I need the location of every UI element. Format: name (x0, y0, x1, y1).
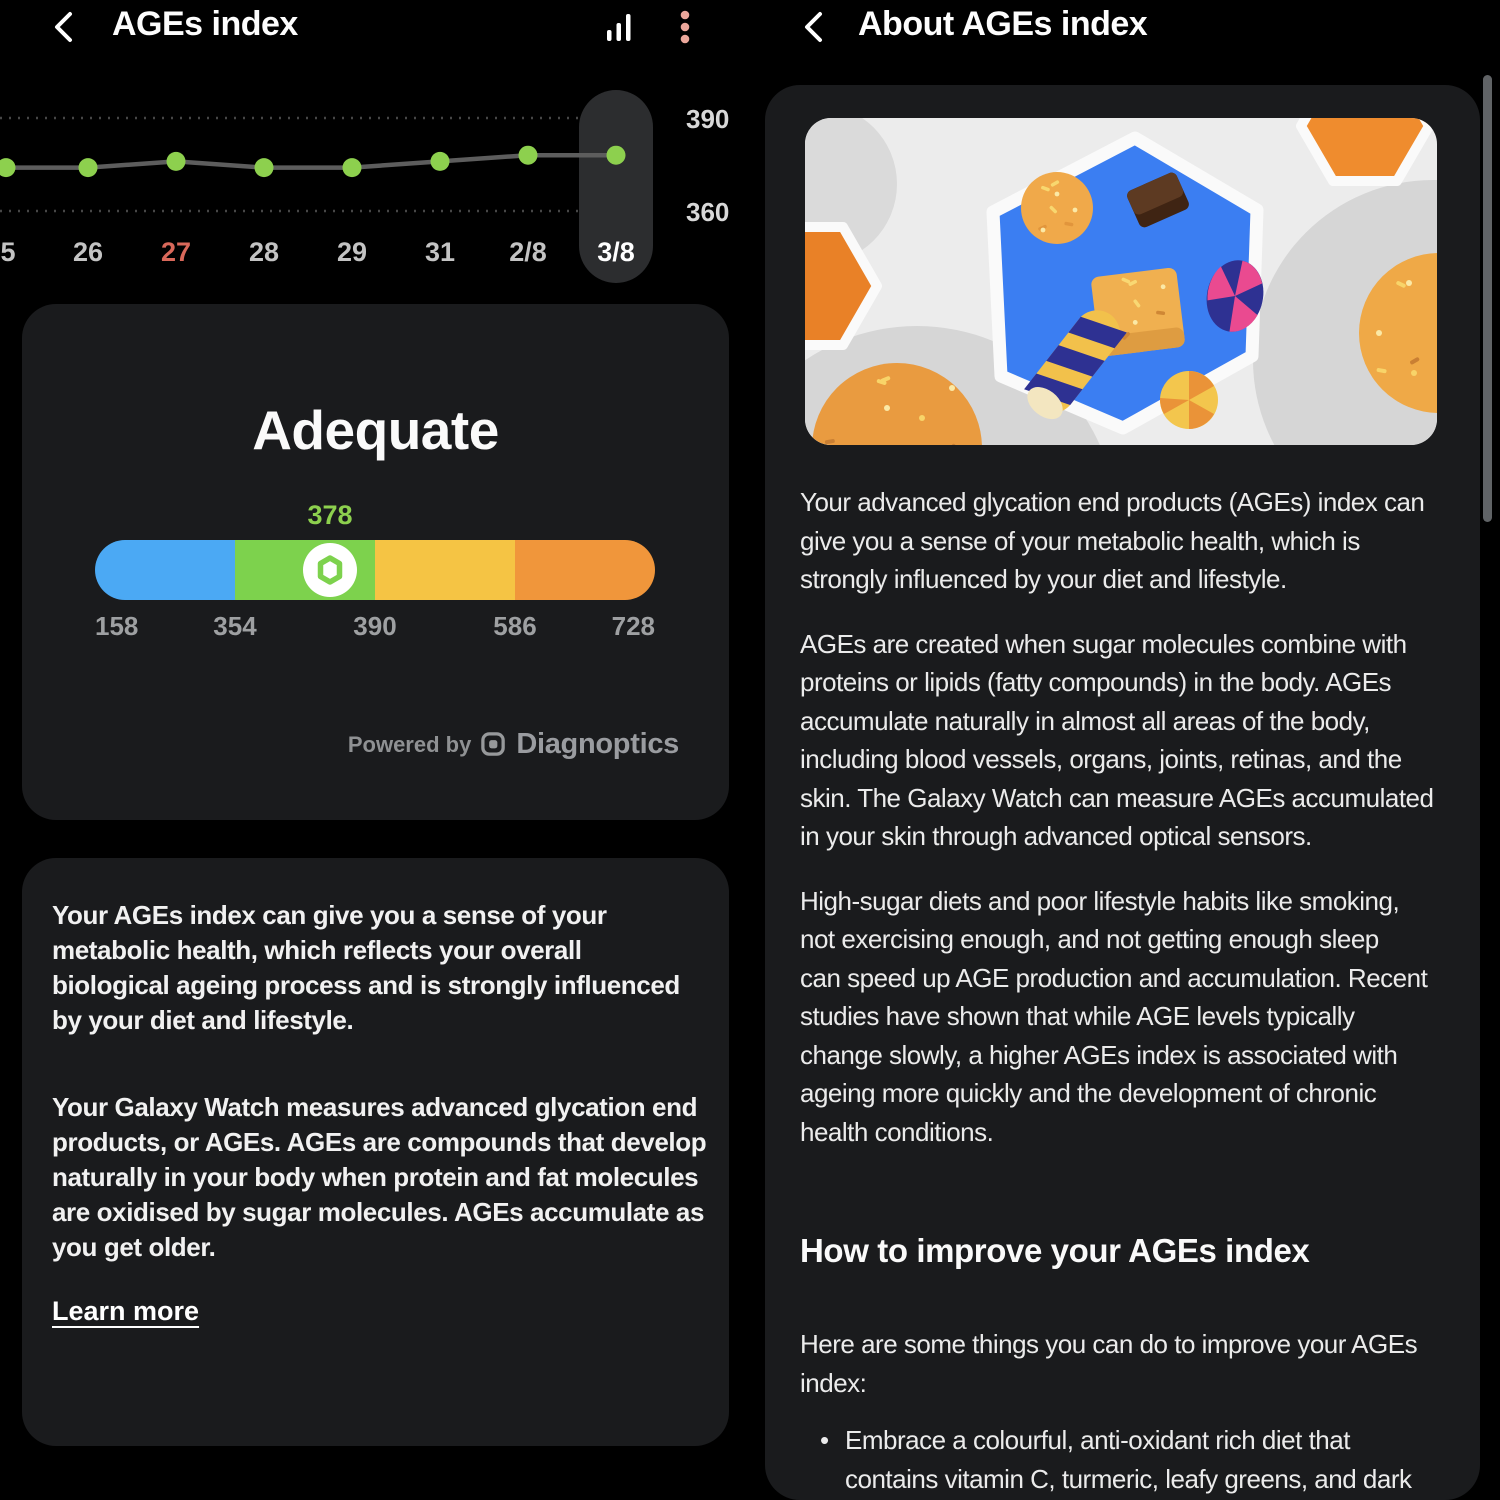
text-line: including blood vessels, organs, joints, retinas, and the (800, 744, 1402, 774)
text-line: are oxidised by sugar molecules. AGEs accumulate as (52, 1197, 705, 1227)
text-line: in your skin through advanced optical sensors. (800, 821, 1312, 851)
powered-by (348, 728, 679, 761)
svg-text:27: 27 (160, 237, 192, 267)
text-line: Your advanced glycation end products (AGEs) index can (800, 487, 1425, 517)
svg-text:26: 26 (72, 237, 104, 267)
gauge-scale-label: 354 (213, 611, 257, 641)
status-label: Adequate (252, 399, 499, 461)
intro-paragraph (800, 1325, 1465, 1402)
learn-more-link[interactable]: Learn more (52, 1296, 200, 1326)
bar-chart-icon[interactable] (598, 6, 640, 48)
summary-card (22, 304, 729, 820)
text-line: Your Galaxy Watch measures advanced glycation end (52, 1092, 698, 1122)
text-line: strongly influenced by your diet and lifestyle. (800, 564, 1287, 594)
info-paragraph (52, 898, 705, 1038)
gauge-segment (515, 540, 655, 600)
page-title: About AGEs index (858, 5, 1148, 43)
gauge-segment (375, 540, 515, 600)
text-line: you get older. (52, 1232, 216, 1262)
info-paragraph (52, 1090, 705, 1265)
about-card (765, 85, 1480, 1500)
scrollbar[interactable] (1483, 75, 1492, 522)
svg-text:2/8: 2/8 (509, 237, 547, 267)
text-line: health conditions. (800, 1116, 994, 1147)
text-line: by your diet and lifestyle. (52, 1005, 354, 1035)
ages-foods-illustration (805, 118, 1437, 445)
svg-text:5: 5 (0, 237, 16, 267)
text-line: studies have shown that while AGE levels typically (800, 1001, 1355, 1031)
about-paragraph (800, 625, 1465, 856)
text-line: biological ageing process and is strongly influenced (52, 970, 680, 1000)
current-value: 378 (307, 500, 353, 530)
text-line: High-sugar diets and poor lifestyle habits like smoking, (800, 885, 1400, 916)
text-line: not exercising enough, and not getting enough sleep (800, 924, 1379, 954)
svg-text:31: 31 (424, 237, 456, 267)
svg-text:360: 360 (686, 197, 730, 227)
gauge-scale-label: 728 (611, 611, 655, 641)
back-button[interactable] (794, 6, 836, 48)
gauge-scale-label: 390 (353, 611, 397, 641)
about-paragraph (800, 882, 1465, 1152)
range-gauge (95, 540, 655, 600)
gauge-scale-label: 586 (493, 611, 537, 641)
text-line: products, or AGEs. AGEs are compounds that develop (52, 1127, 707, 1157)
about-ages-screen (750, 0, 1500, 1500)
text-line: Here are some things you can do to improve your AGEs (800, 1329, 1418, 1359)
gauge-scale (95, 611, 655, 641)
text-line: Your AGEs index can give you a sense of your (52, 900, 607, 930)
bullet-icon: • (820, 1425, 830, 1455)
text-line: Embrace a colourful, anti-oxidant rich diet that (845, 1425, 1350, 1455)
text-line: contains vitamin C, turmeric, leafy greens, and dark (845, 1463, 1412, 1494)
text-line: change slowly, a higher AGEs index is associated with (800, 1039, 1398, 1070)
ages-index-header (0, 0, 750, 58)
about-paragraphs (800, 483, 1465, 1151)
provider-name: Diagnoptics (516, 728, 679, 760)
svg-text:390: 390 (686, 104, 730, 134)
text-line: naturally in your body when protein and fat molecules (52, 1162, 699, 1192)
text-line: skin. The Galaxy Watch can measure AGEs accumulated (800, 782, 1434, 813)
more-menu-icon[interactable] (664, 6, 706, 48)
about-paragraph (800, 483, 1465, 599)
page-title: AGEs index (112, 5, 298, 43)
diagnoptics-logo-icon (480, 731, 507, 758)
text-line: index: (800, 1367, 867, 1398)
powered-by-label: Powered by (347, 731, 472, 757)
text-line: proteins or lipids (fatty compounds) in the body. AGEs (800, 667, 1392, 697)
section-heading: How to improve your AGEs index (800, 1232, 1310, 1269)
text-line: can speed up AGE production and accumulation. Recent (800, 962, 1428, 993)
gauge-scale-label: 158 (95, 611, 139, 641)
text-line: accumulate naturally in almost all areas of the body, (800, 705, 1370, 736)
text-line: give you a sense of your metabolic health, which is (800, 525, 1360, 556)
ages-trend-chart[interactable] (0, 60, 750, 290)
back-chevron-icon (44, 6, 86, 48)
about-header (750, 0, 1500, 58)
info-card (22, 858, 729, 1446)
tip-item (800, 1421, 1465, 1498)
svg-text:3/8: 3/8 (597, 237, 635, 267)
text-line: AGEs are created when sugar molecules combine with (800, 628, 1407, 659)
tips-list (800, 1421, 1465, 1498)
text-line: metabolic health, which reflects your overall (52, 935, 582, 965)
gauge-segment (95, 540, 235, 600)
back-chevron-icon (794, 6, 836, 48)
back-button[interactable] (44, 6, 86, 48)
svg-text:28: 28 (248, 237, 280, 267)
svg-text:29: 29 (336, 237, 368, 267)
gauge-marker-icon (303, 543, 357, 597)
text-line: ageing more quickly and the development of chronic (800, 1078, 1377, 1108)
